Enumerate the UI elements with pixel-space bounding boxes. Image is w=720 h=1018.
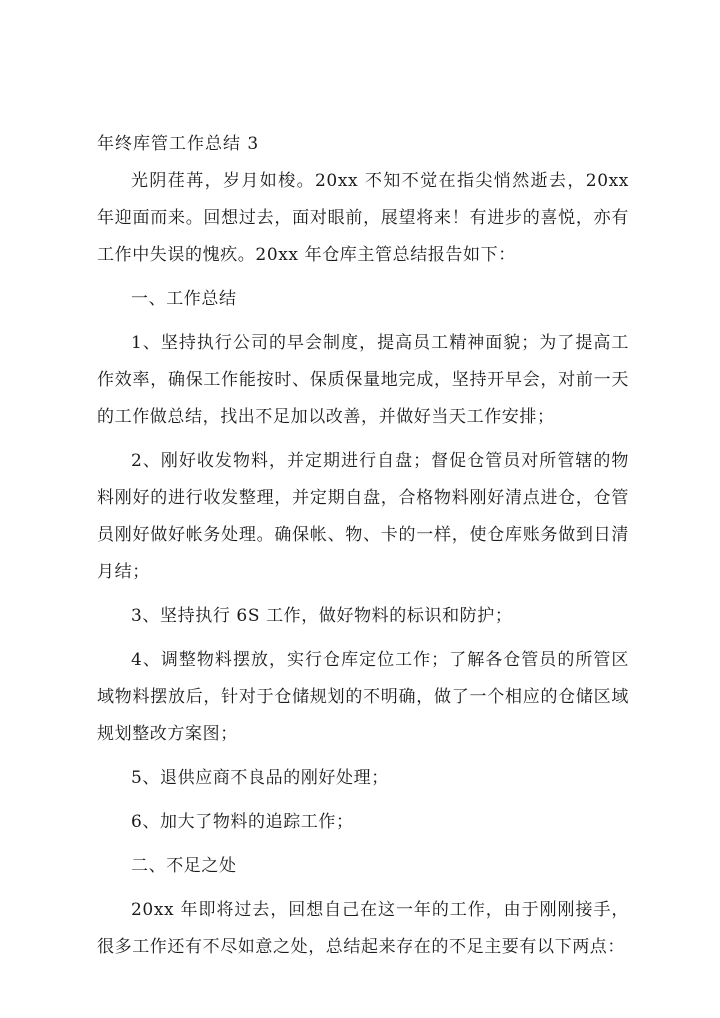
- paragraph-item-1: 1、坚持执行公司的早会制度，提高员工精神面貌；为了提高工作效率，确保工作能按时、保质保量地完成，坚持开早会，对前一天的工作做总结，找出不足加以改善，并做好当天工作安排；: [97, 333, 629, 427]
- paragraph-item-3: 3、坚持执行 6S 工作，做好物料的标识和防护；: [131, 606, 513, 626]
- paragraph-item-4: 4、调整物料摆放，实行仓库定位工作；了解各仓管员的所管区域物料摆放后，针对于仓储规划的不明确，做了一个相应的仓储区域规划整改方案图；: [97, 650, 629, 744]
- document-title: 年终库管工作总结 3: [97, 134, 260, 154]
- paragraph-shortcomings-intro: 20xx 年即将过去，回想自己在这一年的工作，由于刚刚接手，很多工作还有不尽如意之处，总结起来存在的不足主要有以下两点：: [97, 900, 629, 957]
- paragraph-item-5: 5、退供应商不良品的刚好处理；: [131, 768, 389, 788]
- paragraph-intro: 光阴荏苒，岁月如梭。20xx 不知不觉在指尖悄然逝去，20xx 年迎面而来。回想过去，面对眼前，展望将来！有进步的喜悦，亦有工作中失误的愧疚。20xx 年仓库主管总结报告如下：: [97, 171, 629, 265]
- paragraph-item-2: 2、刚好收发物料，并定期进行自盘；督促仓管员对所管辖的物料刚好的进行收发整理，并定期自盘，合格物料刚好清点进仓，仓管员刚好做好帐务处理。确保帐、物、卡的一样，使仓库账务做到日清月结；: [97, 451, 629, 582]
- document-body: [97, 163, 629, 973]
- section-heading-work-summary: 一、工作总结: [131, 289, 237, 309]
- paragraph-item-6: 6、加大了物料的追踪工作；: [131, 812, 354, 832]
- section-heading-shortcomings: 二、不足之处: [131, 856, 237, 876]
